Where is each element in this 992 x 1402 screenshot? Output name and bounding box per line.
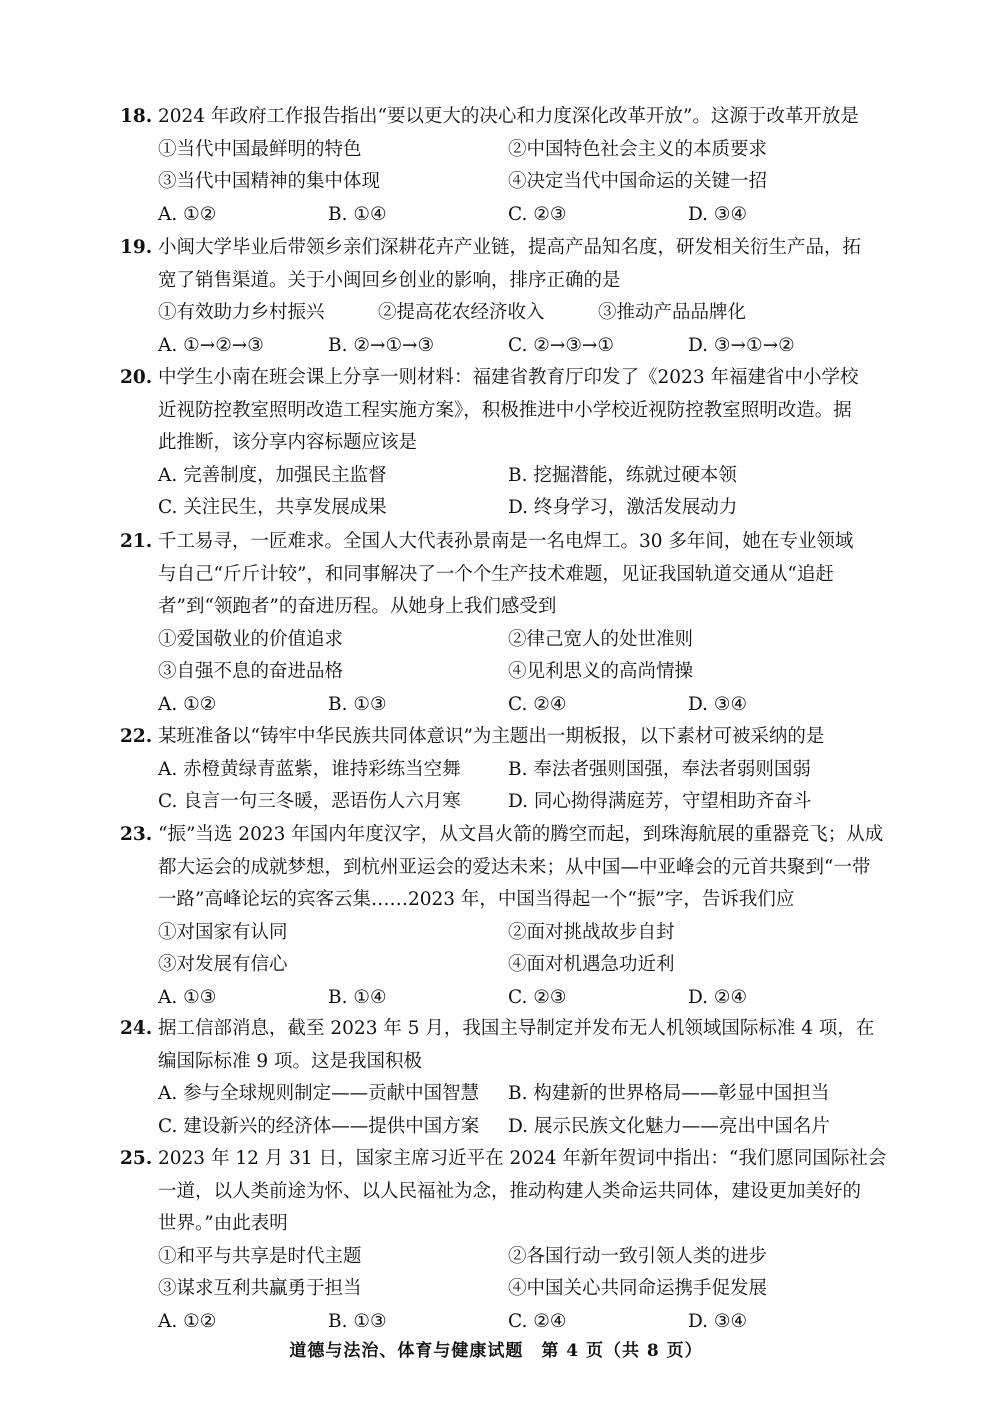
question-stem: 近视防控教室照明改造工程实施方案》，积极推进中小学校近视防控教室照明改造。据	[158, 399, 852, 421]
question-22	[120, 721, 930, 819]
question-stem: 宽了销售渠道。关于小闽回乡创业的影响，排序正确的是	[158, 269, 621, 291]
question-number: 21.	[120, 531, 153, 552]
statement: ②中国特色社会主义的本质要求	[508, 138, 768, 160]
question-21	[120, 526, 930, 722]
question-stem: 此推断，该分享内容标题应该是	[158, 432, 418, 454]
option-a[interactable]: A. ①→②→③	[158, 334, 264, 356]
option-a[interactable]: A. ①③	[158, 986, 217, 1008]
question-stem: 中学生小南在班会课上分享一则材料：福建省教育厅印发了《2023 年福建省中小学校	[158, 367, 859, 388]
option-a[interactable]: A. ①②	[158, 1310, 217, 1332]
option-b[interactable]: B. ①③	[328, 693, 387, 715]
statement: ④决定当代中国命运的关键一招	[508, 171, 768, 193]
statement: ④面对机遇急功近利	[508, 954, 675, 976]
option-c[interactable]: C. 关注民生，共享发展成果	[158, 497, 387, 519]
question-number: 23.	[120, 824, 153, 845]
question-18	[120, 101, 930, 231]
question-stem: 世界。”由此表明	[158, 1213, 288, 1235]
statement: ③推动产品品牌化	[598, 302, 747, 324]
option-a[interactable]: A. ①②	[158, 693, 217, 715]
question-19	[120, 232, 930, 362]
question-20	[120, 362, 930, 525]
option-d[interactable]: D. ③④	[688, 203, 748, 225]
option-a[interactable]: A. 参与全球规则制定——贡献中国智慧	[158, 1083, 480, 1105]
statement: ①爱国敬业的价值追求	[158, 628, 344, 650]
question-stem: 一道，以人类前途为怀、以人民福祉为念，推动构建人类命运共同体，建设更加美好的	[158, 1180, 862, 1202]
option-c[interactable]: C. ②③	[508, 986, 567, 1008]
question-number: 22.	[120, 726, 153, 747]
question-stem: 小闽大学毕业后带领乡亲们深耕花卉产业链，提高产品知名度，研发相关衍生产品，拓	[158, 237, 862, 258]
question-stem: 编国际标准 9 项。这是我国积极	[158, 1050, 423, 1072]
question-stem: “振”当选 2023 年国内年度汉字，从文昌火箭的腾空而起，到珠海航展的重器竞飞；从成	[158, 824, 884, 845]
statement: ①对国家有认同	[158, 921, 288, 943]
option-c[interactable]: C. ②④	[508, 1310, 567, 1332]
question-number: 20.	[120, 367, 153, 388]
question-number: 18.	[120, 106, 153, 127]
statement: ③自强不息的奋进品格	[158, 661, 344, 683]
option-c[interactable]: C. 良言一句三冬暖，恶语伤人六月寒	[158, 791, 461, 813]
statement: ②面对挑战故步自封	[508, 921, 675, 943]
question-stem: 千工易寻，一匠难求。全国人大代表孙景南是一名电焊工。30 多年间，她在专业领域	[158, 531, 854, 552]
statement: ①当代中国最鲜明的特色	[158, 138, 362, 160]
statement: ②提高花农经济收入	[378, 302, 545, 324]
option-d[interactable]: D. ③→①→②	[688, 334, 795, 356]
question-stem: 者”到“领跑者”的奋进历程。从她身上我们感受到	[158, 596, 557, 618]
question-stem: 与自己“斤斤计较”，和同事解决了一个个生产技术难题，见证我国轨道交通从“追赶	[158, 563, 834, 585]
question-23	[120, 819, 930, 1015]
statement: ③谋求互利共赢勇于担当	[158, 1278, 362, 1300]
question-stem: 2023 年 12 月 31 日，国家主席习近平在 2024 年新年贺词中指出：“我们愿同国际社会	[158, 1148, 887, 1169]
option-b[interactable]: B. ②→①→③	[328, 334, 435, 356]
statement: ①和平与共享是时代主题	[158, 1245, 362, 1267]
option-b[interactable]: B. ①④	[328, 203, 387, 225]
option-b[interactable]: B. 挖掘潜能，练就过硬本领	[508, 464, 737, 486]
question-number: 19.	[120, 237, 153, 258]
option-c[interactable]: C. 建设新兴的经济体——提供中国方案	[158, 1115, 480, 1137]
question-stem: 一路”高峰论坛的宾客云集……2023 年，中国当得起一个“振”字，告诉我们应	[158, 889, 795, 911]
option-b[interactable]: B. ①④	[328, 986, 387, 1008]
question-stem: 据工信部消息，截至 2023 年 5 月，我国主导制定并发布无人机领域国际标准 4 项，在	[158, 1018, 875, 1039]
option-a[interactable]: A. ①②	[158, 203, 217, 225]
option-d[interactable]: D. 终身学习，激活发展动力	[508, 497, 738, 519]
option-c[interactable]: C. ②④	[508, 693, 567, 715]
option-b[interactable]: B. ①③	[328, 1310, 387, 1332]
option-b[interactable]: B. 构建新的世界格局——彰显中国担当	[508, 1083, 830, 1105]
question-25	[120, 1143, 930, 1339]
statement: ②各国行动一致引领人类的进步	[508, 1245, 768, 1267]
option-a[interactable]: A. 完善制度，加强民主监督	[158, 464, 387, 486]
statement: ④见利思义的高尚情操	[508, 661, 694, 683]
option-d[interactable]: D. ③④	[688, 1310, 748, 1332]
question-number: 25.	[120, 1148, 153, 1169]
page-footer: 道德与法治、体育与健康试题 第 4 页（共 8 页）	[289, 1341, 703, 1361]
option-c[interactable]: C. ②→③→①	[508, 334, 615, 356]
statement: ④中国关心共同命运携手促发展	[508, 1278, 768, 1300]
question-stem: 都大运会的成就梦想，到杭州亚运会的爱达未来；从中国—中亚峰会的元首共聚到“一带	[158, 856, 871, 878]
option-d[interactable]: D. 同心拗得满庭芳，守望相助齐奋斗	[508, 791, 812, 813]
question-number: 24.	[120, 1018, 153, 1039]
option-d[interactable]: D. ②④	[688, 986, 748, 1008]
statement: ①有效助力乡村振兴	[158, 302, 325, 324]
option-b[interactable]: B. 奉法者强则国强，奉法者弱则国弱	[508, 758, 811, 780]
statement: ③当代中国精神的集中体现	[158, 171, 381, 193]
statement: ③对发展有信心	[158, 954, 288, 976]
option-d[interactable]: D. ③④	[688, 693, 748, 715]
statement: ②律己宽人的处世准则	[508, 628, 694, 650]
question-stem: 某班准备以“铸牢中华民族共同体意识”为主题出一期板报，以下素材可被采纳的是	[158, 726, 825, 747]
option-a[interactable]: A. 赤橙黄绿青蓝紫，谁持彩练当空舞	[158, 758, 461, 780]
question-24	[120, 1013, 930, 1143]
option-d[interactable]: D. 展示民族文化魅力——亮出中国名片	[508, 1115, 830, 1137]
option-c[interactable]: C. ②③	[508, 203, 567, 225]
question-stem: 2024 年政府工作报告指出“要以更大的决心和力度深化改革开放”。这源于改革开放是	[158, 106, 859, 127]
